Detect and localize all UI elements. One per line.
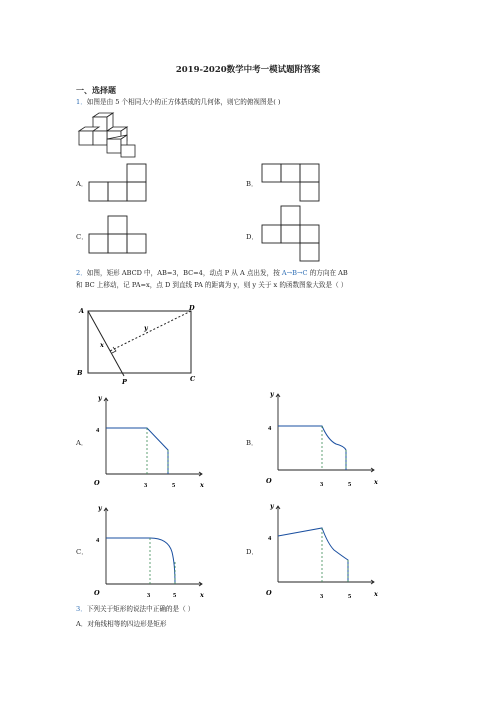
section-heading: 一、选择题 bbox=[76, 86, 116, 95]
q2-label-a: A bbox=[79, 307, 85, 315]
q2d-x-tick-3: 3 bbox=[320, 593, 324, 600]
q2c-x-tick-3: 3 bbox=[147, 592, 151, 599]
q1-solid-figure bbox=[75, 112, 137, 160]
q2a-x-tick-3: 3 bbox=[144, 482, 148, 489]
q2a-origin: O bbox=[94, 479, 100, 487]
q2b-x-axis-label: x bbox=[374, 478, 378, 486]
question-3 bbox=[76, 604, 194, 616]
q2a-x-tick-5: 5 bbox=[172, 482, 176, 489]
page-title: 2019-2020数学中考一模试题附答案 bbox=[175, 65, 321, 75]
q2-option-a-graph bbox=[92, 392, 212, 490]
q2-label-c: C bbox=[190, 375, 196, 383]
question-1-number: 1． bbox=[76, 98, 87, 106]
q3-option-a[interactable]: A．对角线相等的四边形是矩形 bbox=[76, 620, 167, 628]
q2a-y-axis-label: y bbox=[98, 394, 102, 402]
q2c-y-axis-label: y bbox=[98, 504, 102, 512]
q2-option-c-label[interactable]: C． bbox=[76, 548, 88, 556]
question-1-text: 如图是由 5 个相同大小的正方体搭成的几何体，则它的俯视图是( ) bbox=[86, 98, 281, 106]
question-3-number: 3． bbox=[76, 605, 87, 613]
q2-label-p: P bbox=[122, 378, 127, 386]
q2-rectangle-figure bbox=[76, 303, 206, 385]
q2a-x-axis-label: x bbox=[200, 481, 204, 489]
q2d-y-axis-label: y bbox=[270, 502, 274, 510]
q2-option-d-label[interactable]: D． bbox=[246, 548, 259, 556]
question-2-path: A→B→C bbox=[281, 269, 308, 277]
question-2-number: 2． bbox=[76, 269, 87, 277]
question-2-text-a: 如图，矩形 ABCD 中，AB=3，BC=4，动点 P 从 A 点出发，按 bbox=[86, 269, 282, 277]
q2b-x-tick-5: 5 bbox=[348, 481, 352, 488]
q2d-x-axis-label: x bbox=[374, 590, 378, 598]
q2d-origin: O bbox=[266, 589, 272, 597]
q2-option-c-graph bbox=[92, 502, 212, 600]
q2-option-b-label[interactable]: B． bbox=[246, 439, 258, 447]
question-3-text: 下列关于矩形的说法中正确的是（ ） bbox=[86, 605, 195, 613]
q1-option-b-label[interactable]: B． bbox=[246, 180, 258, 188]
q2b-y-axis-label: y bbox=[270, 390, 274, 398]
question-2-text-b: 的方向在 AB bbox=[307, 269, 348, 277]
q2b-origin: O bbox=[266, 477, 272, 485]
q2c-origin: O bbox=[94, 589, 100, 597]
q2-option-b-graph bbox=[264, 388, 384, 486]
q2c-x-axis-label: x bbox=[200, 591, 204, 599]
q2b-x-tick-3: 3 bbox=[320, 481, 324, 488]
q1-option-b-figure bbox=[261, 164, 323, 204]
q2-label-d: D bbox=[189, 304, 195, 312]
q2-option-d-graph bbox=[264, 500, 384, 598]
q2-option-a-label[interactable]: A． bbox=[76, 439, 88, 447]
q1-option-c-figure bbox=[88, 216, 150, 256]
question-1 bbox=[76, 97, 280, 109]
q2c-y-tick: 4 bbox=[96, 537, 100, 544]
q2d-y-tick: 4 bbox=[268, 535, 272, 542]
q1-option-a-label[interactable]: A． bbox=[76, 180, 88, 188]
q2-label-b: B bbox=[77, 369, 83, 377]
q2-label-x: x bbox=[100, 341, 104, 349]
q1-option-d-figure bbox=[261, 206, 323, 264]
q1-option-a-figure bbox=[88, 164, 150, 204]
q2c-x-tick-5: 5 bbox=[173, 592, 177, 599]
question-2-line-1 bbox=[76, 268, 348, 280]
q2-label-y: y bbox=[144, 324, 148, 332]
q1-option-c-label[interactable]: C． bbox=[76, 233, 88, 241]
q2a-y-tick: 4 bbox=[96, 427, 100, 434]
q2b-y-tick: 4 bbox=[268, 425, 272, 432]
q2d-x-tick-5: 5 bbox=[348, 593, 352, 600]
question-2-line-2: 和 BC 上移动，记 PA=x，点 D 到直线 PA 的距离为 y，则 y 关于 x 的函数图象大致是（ ） bbox=[76, 281, 348, 289]
q1-option-d-label[interactable]: D． bbox=[246, 233, 259, 241]
